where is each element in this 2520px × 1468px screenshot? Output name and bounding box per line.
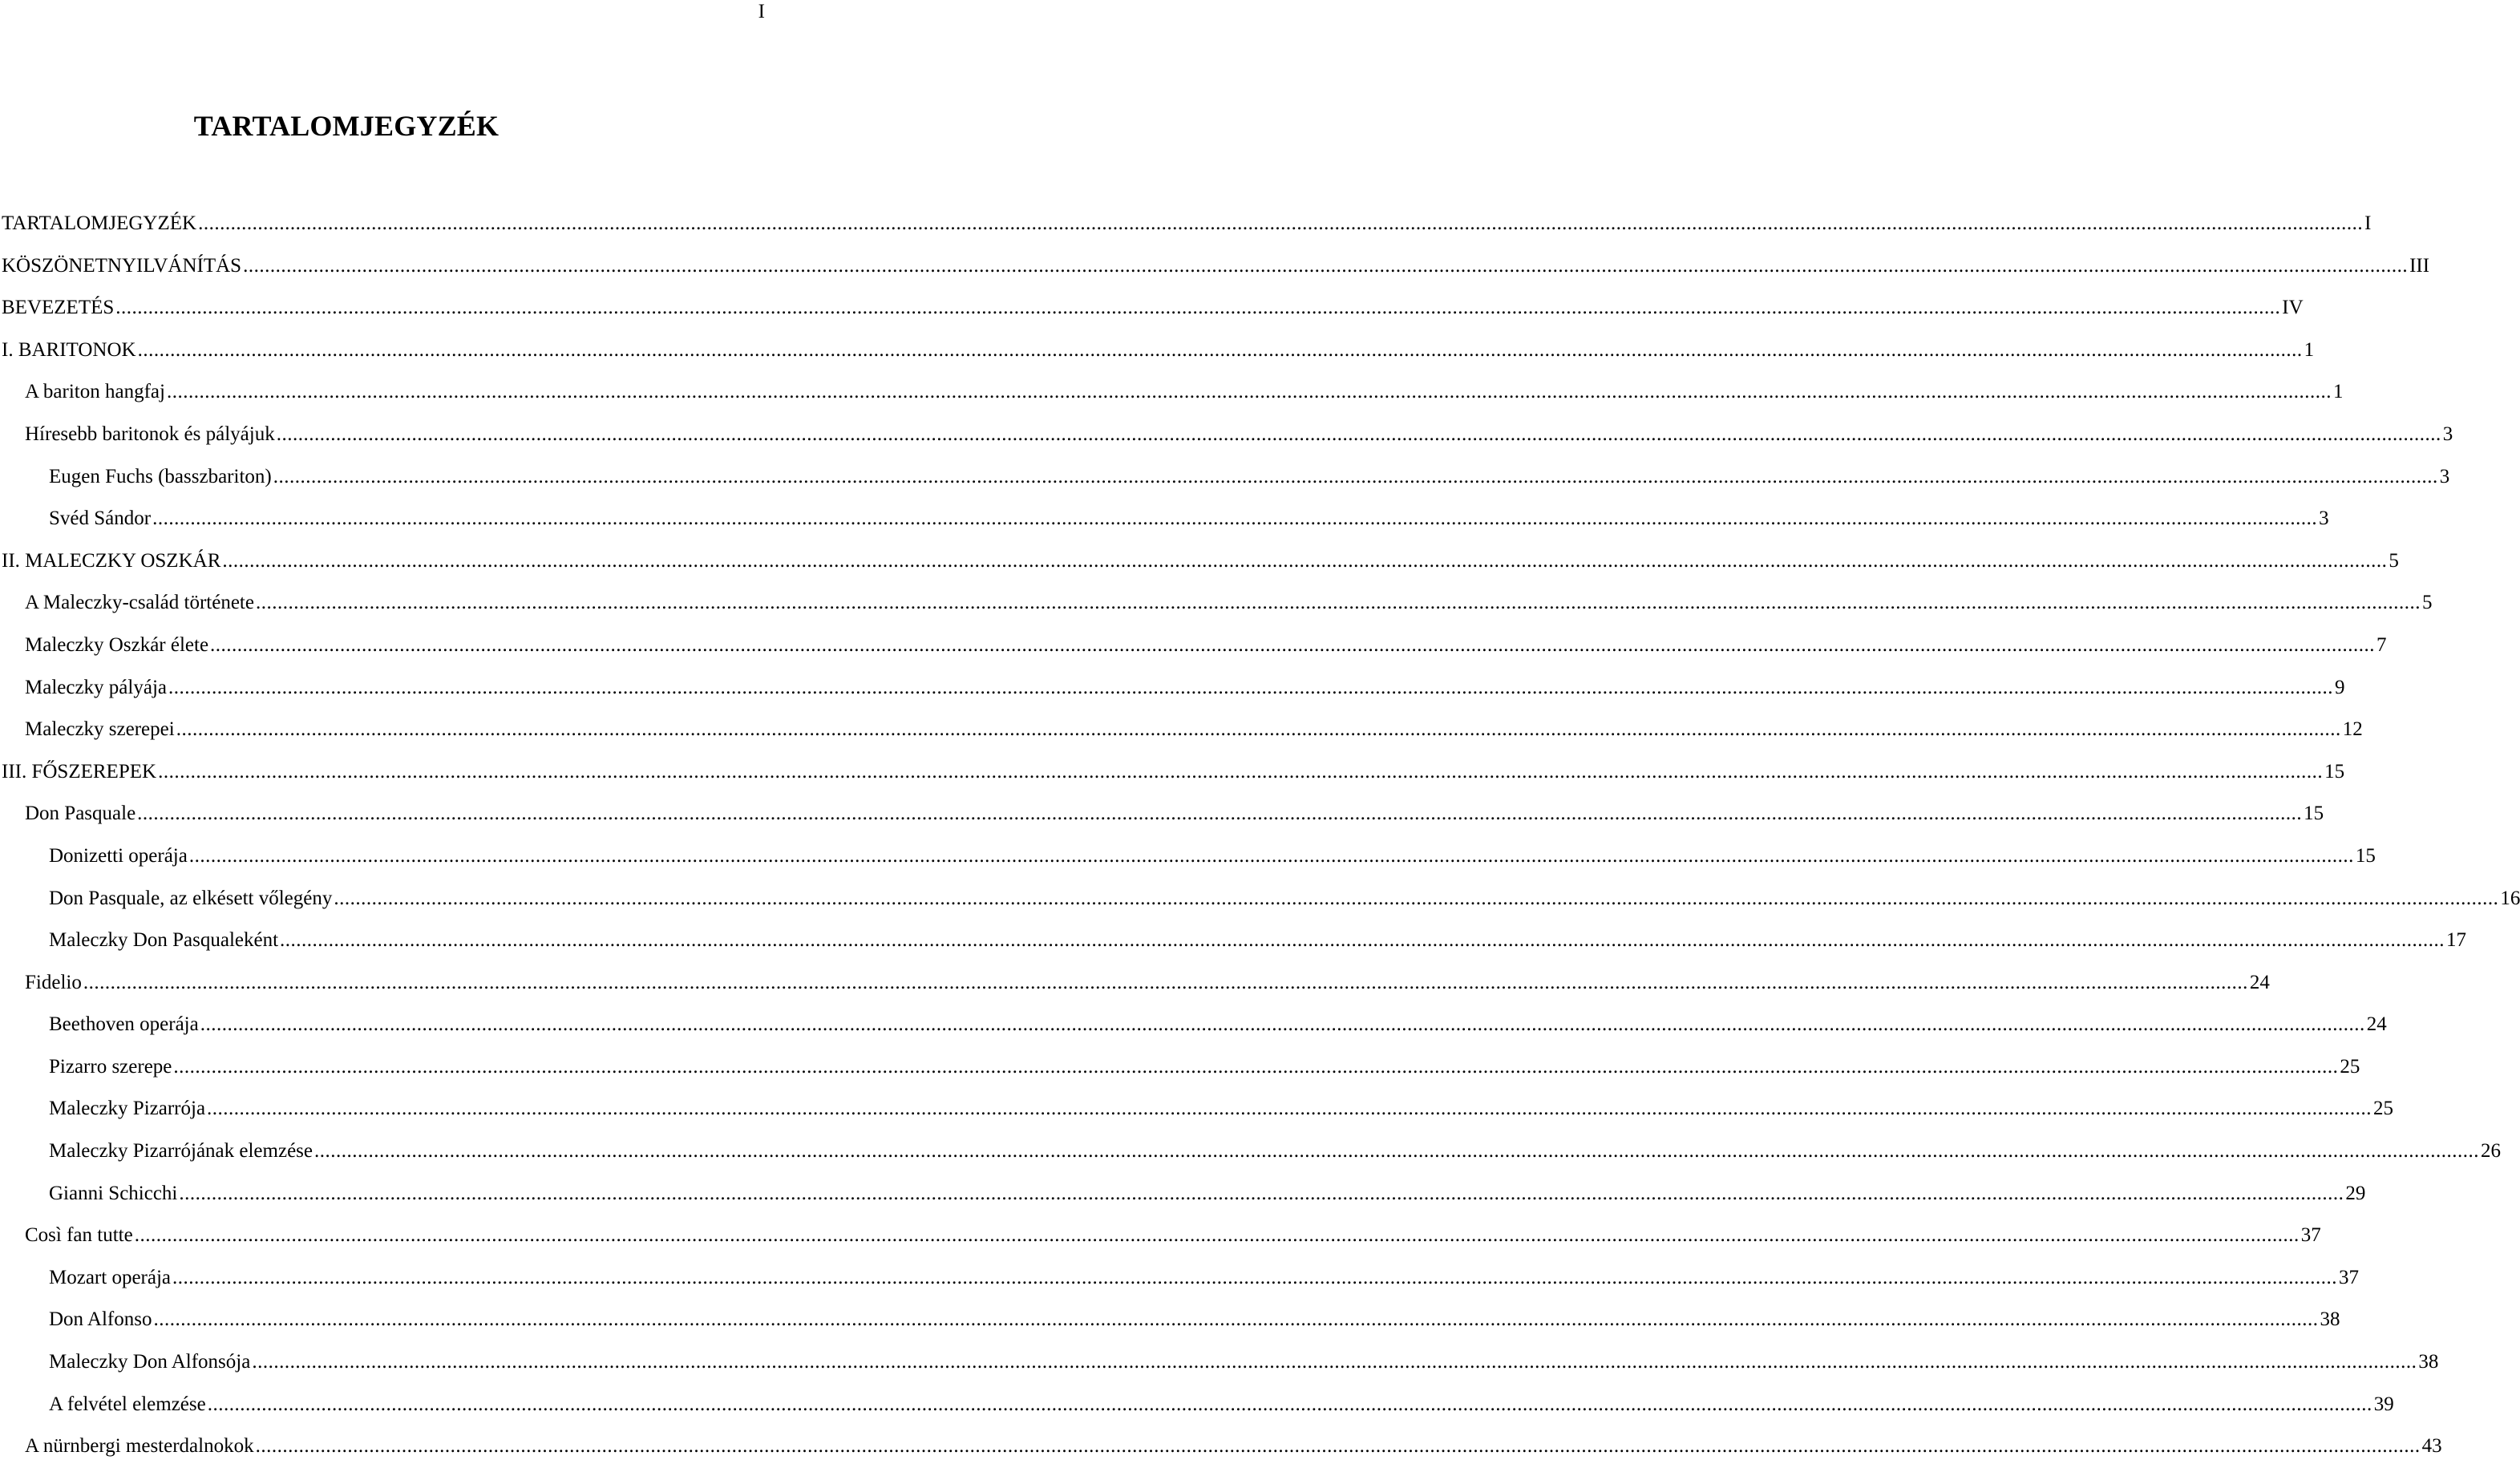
toc-entry-label: Beethoven operája bbox=[49, 1013, 199, 1036]
toc-entry[interactable] bbox=[2, 371, 2344, 414]
toc-entry-label: Maleczky Pizarrójának elemzése bbox=[49, 1140, 313, 1163]
dot-leader: ................................................................................................................................................................................................................................................................................................................................................................................................................ bbox=[152, 508, 2318, 530]
toc-entry-label: I. BARITONOK bbox=[2, 338, 136, 361]
toc-entry-page: 25 bbox=[2340, 1055, 2360, 1078]
toc-entry-label: A Maleczky-család története bbox=[25, 592, 254, 614]
toc-entry[interactable] bbox=[2, 330, 2315, 372]
dot-leader: ................................................................................................................................................................................................................................................................................................................................................................................................................ bbox=[207, 1393, 2372, 1415]
table-of-contents bbox=[2, 203, 2520, 1468]
dot-leader: ................................................................................................................................................................................................................................................................................................................................................................................................................ bbox=[273, 465, 2438, 487]
toc-entry-page: 26 bbox=[2481, 1140, 2501, 1163]
toc-entry-label: Donizetti operája bbox=[49, 844, 188, 867]
toc-entry-label: A bariton hangfaj bbox=[25, 381, 165, 403]
toc-entry[interactable] bbox=[2, 540, 2399, 583]
toc-entry-page: 17 bbox=[2446, 929, 2467, 952]
toc-entry-label: Svéd Sándor bbox=[49, 508, 152, 530]
dot-leader: ................................................................................................................................................................................................................................................................................................................................................................................................................ bbox=[172, 1266, 2338, 1288]
dot-leader: ................................................................................................................................................................................................................................................................................................................................................................................................................ bbox=[115, 297, 2281, 319]
dot-leader: ................................................................................................................................................................................................................................................................................................................................................................................................................ bbox=[255, 1435, 2421, 1458]
toc-entry-page: 43 bbox=[2421, 1435, 2442, 1458]
dot-leader: ................................................................................................................................................................................................................................................................................................................................................................................................................ bbox=[210, 633, 2376, 656]
toc-entry-page: 3 bbox=[2442, 423, 2453, 445]
toc-entry-page: 29 bbox=[2345, 1182, 2366, 1204]
toc-entry-page: 16 bbox=[2500, 887, 2520, 909]
toc-entry-label: Così fan tutte bbox=[25, 1224, 133, 1247]
toc-entry-label: Mozart operája bbox=[49, 1266, 172, 1288]
toc-entry-page: 39 bbox=[2373, 1393, 2394, 1415]
dot-leader: ................................................................................................................................................................................................................................................................................................................................................................................................................ bbox=[188, 844, 2354, 867]
toc-entry[interactable] bbox=[2, 962, 2270, 1005]
toc-entry-page: 24 bbox=[2249, 971, 2270, 993]
dot-leader: ................................................................................................................................................................................................................................................................................................................................................................................................................ bbox=[280, 929, 2445, 952]
toc-entry[interactable] bbox=[2, 456, 2450, 499]
toc-entry-page: 1 bbox=[2304, 338, 2315, 361]
dot-leader: ................................................................................................................................................................................................................................................................................................................................................................................................................ bbox=[314, 1140, 2479, 1163]
toc-entry-label: II. MALECZKY OSZKÁR bbox=[2, 549, 221, 572]
dot-leader: ................................................................................................................................................................................................................................................................................................................................................................................................................ bbox=[173, 1055, 2339, 1078]
dot-leader: ................................................................................................................................................................................................................................................................................................................................................................................................................ bbox=[134, 1224, 2300, 1247]
dot-leader: ................................................................................................................................................................................................................................................................................................................................................................................................................ bbox=[153, 1308, 2319, 1331]
toc-entry-page: 37 bbox=[2300, 1224, 2321, 1247]
toc-entry[interactable] bbox=[2, 1341, 2439, 1384]
toc-entry[interactable] bbox=[2, 1004, 2387, 1046]
toc-entry[interactable] bbox=[2, 1384, 2394, 1426]
dot-leader: ................................................................................................................................................................................................................................................................................................................................................................................................................ bbox=[137, 803, 2303, 825]
toc-entry-page: 1 bbox=[2332, 381, 2344, 403]
dot-leader: ................................................................................................................................................................................................................................................................................................................................................................................................................ bbox=[168, 676, 2333, 698]
dot-leader: ................................................................................................................................................................................................................................................................................................................................................................................................................ bbox=[158, 760, 2324, 783]
toc-entry-page: 5 bbox=[2389, 549, 2399, 572]
toc-entry[interactable] bbox=[2, 582, 2433, 625]
toc-entry-label: BEVEZETÉS bbox=[2, 297, 115, 319]
toc-entry[interactable] bbox=[2, 1130, 2501, 1173]
toc-entry[interactable] bbox=[2, 1215, 2321, 1257]
dot-leader: ................................................................................................................................................................................................................................................................................................................................................................................................................ bbox=[276, 423, 2441, 445]
dot-leader: ................................................................................................................................................................................................................................................................................................................................................................................................................ bbox=[198, 212, 2364, 234]
toc-entry-page: 3 bbox=[2439, 465, 2450, 487]
toc-entry-page: 24 bbox=[2366, 1013, 2387, 1036]
toc-entry[interactable] bbox=[2, 751, 2345, 794]
toc-entry-page: 37 bbox=[2339, 1266, 2360, 1288]
dot-leader: ................................................................................................................................................................................................................................................................................................................................................................................................................ bbox=[334, 887, 2499, 909]
toc-entry-page: I bbox=[2364, 212, 2372, 234]
dot-leader: ................................................................................................................................................................................................................................................................................................................................................................................................................ bbox=[176, 718, 2341, 741]
toc-entry-label: KÖSZÖNETNYILVÁNÍTÁS bbox=[2, 254, 242, 277]
toc-entry[interactable] bbox=[2, 709, 2363, 751]
toc-entry[interactable] bbox=[2, 1046, 2360, 1089]
toc-entry-label: Híresebb baritonok és pályájuk bbox=[25, 423, 275, 445]
toc-entry-label: Maleczky Don Pasqualeként bbox=[49, 929, 279, 952]
toc-entry[interactable] bbox=[2, 878, 2520, 920]
toc-entry-page: 3 bbox=[2319, 508, 2329, 530]
toc-entry-page: 38 bbox=[2418, 1351, 2439, 1373]
toc-entry[interactable] bbox=[2, 793, 2324, 835]
toc-entry[interactable] bbox=[2, 667, 2345, 710]
dot-leader: ................................................................................................................................................................................................................................................................................................................................................................................................................ bbox=[83, 971, 2248, 993]
dot-leader: ................................................................................................................................................................................................................................................................................................................................................................................................................ bbox=[243, 254, 2409, 277]
toc-entry-page: 38 bbox=[2320, 1308, 2340, 1331]
toc-entry[interactable] bbox=[2, 1088, 2394, 1130]
page-title: TARTALOMJEGYZÉK bbox=[193, 110, 500, 142]
toc-entry-page: 15 bbox=[2355, 844, 2376, 867]
toc-entry-page: IV bbox=[2282, 297, 2304, 319]
page-number: I bbox=[758, 1, 765, 22]
dot-leader: ................................................................................................................................................................................................................................................................................................................................................................................................................ bbox=[255, 592, 2421, 614]
dot-leader: ................................................................................................................................................................................................................................................................................................................................................................................................................ bbox=[137, 338, 2303, 361]
toc-entry-label: Don Alfonso bbox=[49, 1308, 152, 1331]
toc-entry[interactable] bbox=[2, 625, 2387, 667]
toc-entry-page: III bbox=[2409, 254, 2430, 277]
dot-leader: ................................................................................................................................................................................................................................................................................................................................................................................................................ bbox=[200, 1013, 2365, 1036]
dot-leader: ................................................................................................................................................................................................................................................................................................................................................................................................................ bbox=[207, 1098, 2372, 1120]
dot-leader: ................................................................................................................................................................................................................................................................................................................................................................................................................ bbox=[252, 1351, 2417, 1373]
toc-entry[interactable] bbox=[2, 1426, 2442, 1468]
toc-entry[interactable] bbox=[2, 287, 2304, 330]
dot-leader: ................................................................................................................................................................................................................................................................................................................................................................................................................ bbox=[179, 1182, 2344, 1204]
toc-entry-label: Maleczky Pizarrója bbox=[49, 1098, 206, 1120]
toc-entry-label: III. FŐSZEREPEK bbox=[2, 760, 157, 783]
toc-entry-label: Maleczky szerepei bbox=[25, 718, 175, 741]
toc-entry[interactable] bbox=[2, 920, 2467, 962]
toc-entry[interactable] bbox=[2, 1257, 2360, 1300]
toc-entry-label: Fidelio bbox=[25, 971, 82, 993]
toc-entry[interactable] bbox=[2, 835, 2376, 878]
toc-entry[interactable] bbox=[2, 203, 2372, 245]
toc-entry-page: 5 bbox=[2421, 592, 2433, 614]
toc-entry-label: Gianni Schicchi bbox=[49, 1182, 178, 1204]
toc-entry-label: Don Pasquale bbox=[25, 803, 136, 825]
toc-entry-page: 9 bbox=[2335, 676, 2345, 698]
toc-entry[interactable] bbox=[2, 1173, 2366, 1215]
toc-entry-page: 15 bbox=[2304, 803, 2324, 825]
dot-leader: ................................................................................................................................................................................................................................................................................................................................................................................................................ bbox=[222, 549, 2388, 572]
toc-entry[interactable] bbox=[2, 498, 2329, 540]
toc-entry-label: Don Pasquale, az elkésett vőlegény bbox=[49, 887, 333, 909]
toc-entry[interactable] bbox=[2, 414, 2453, 456]
toc-entry-label: Eugen Fuchs (basszbariton) bbox=[49, 465, 272, 487]
toc-entry-label: Maleczky Don Alfonsója bbox=[49, 1351, 251, 1373]
toc-entry-page: 12 bbox=[2342, 718, 2363, 741]
toc-entry-label: Maleczky Oszkár élete bbox=[25, 633, 209, 656]
toc-entry-label: A felvétel elemzése bbox=[49, 1393, 206, 1415]
toc-entry[interactable] bbox=[2, 1299, 2340, 1341]
toc-entry[interactable] bbox=[2, 245, 2430, 288]
toc-entry-page: 15 bbox=[2324, 760, 2345, 783]
toc-entry-page: 7 bbox=[2376, 633, 2387, 656]
toc-entry-label: TARTALOMJEGYZÉK bbox=[2, 212, 197, 234]
toc-entry-page: 25 bbox=[2373, 1098, 2394, 1120]
toc-entry-label: A nürnbergi mesterdalnokok bbox=[25, 1435, 254, 1458]
toc-entry-label: Maleczky pályája bbox=[25, 676, 167, 698]
dot-leader: ................................................................................................................................................................................................................................................................................................................................................................................................................ bbox=[166, 381, 2332, 403]
toc-entry-label: Pizarro szerepe bbox=[49, 1055, 172, 1078]
